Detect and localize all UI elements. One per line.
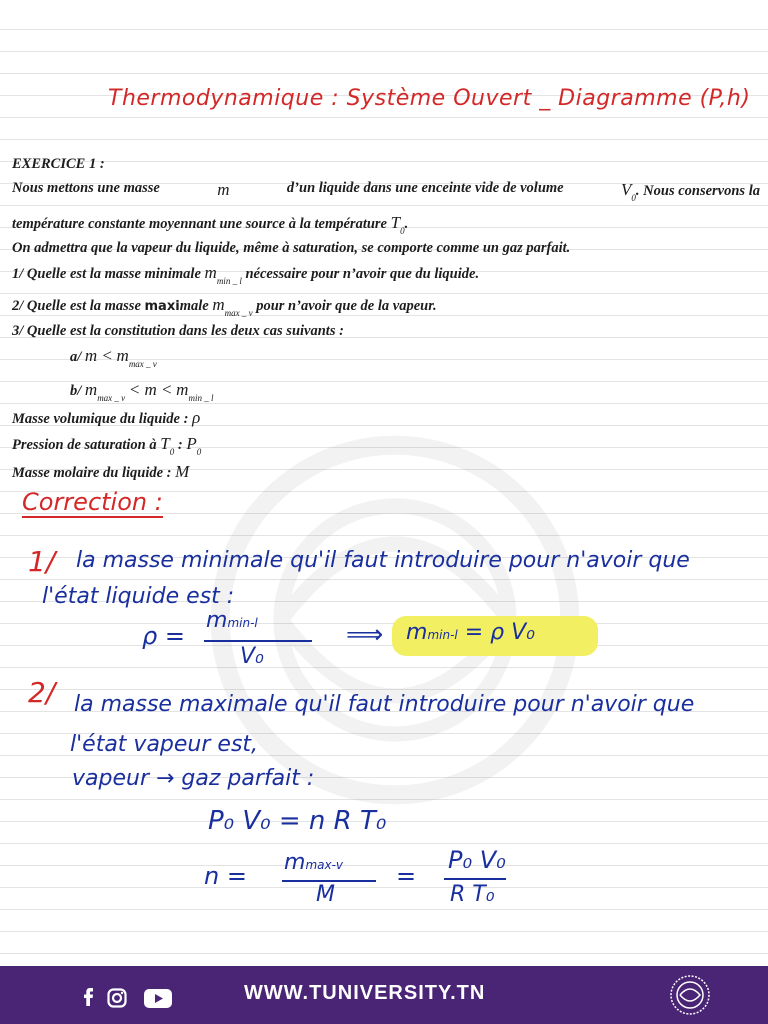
footer-bar	[0, 966, 768, 1024]
fraction-2-denominator: M	[316, 882, 335, 907]
equals-sign: =	[396, 862, 417, 890]
exercise-line-1: Nous mettons une masse m d’un liquide dans une enceinte vide de volume $V_0$. Nous conservons la	[12, 180, 760, 203]
question-2: 2/ Quelle est la masse maximale $m_{max \_ v}$ pour n’avoir que de la vapeur.	[12, 295, 437, 318]
fraction-1-numerator: mmin-l	[206, 608, 258, 633]
exercise-line-2: température constante moyennant une source à la température $T_0$.	[12, 213, 409, 236]
given-density: Masse volumique du liquide : ρ	[12, 408, 201, 427]
question-3: 3/ Quelle est la constitution dans les deux cas suivants :	[12, 323, 344, 339]
given-pressure: Pression de saturation à $T_0$ : $P_0$	[12, 434, 202, 457]
result-1: mmin-l = ρ V₀	[406, 620, 535, 645]
step-2-line-1: la masse maximale qu'il faut introduire pour n'avoir que	[74, 692, 695, 717]
exercise-line-3: On admettra que la vapeur du liquide, même à saturation, se comporte comme un gaz parfait.	[12, 240, 571, 256]
fraction-1-denominator: V₀	[240, 644, 264, 669]
step-2-line-3: vapeur → gaz parfait :	[72, 766, 315, 791]
website-url[interactable]: WWW.TUNIVERSITY.TN	[244, 982, 486, 1004]
page-title: Thermodynamique : Système Ouvert _ Diagramme (P,h)	[108, 86, 751, 111]
step-1-line-2: l'état liquide est :	[42, 584, 235, 609]
implies-arrow: ⟹	[346, 620, 384, 650]
question-1: 1/ Quelle est la masse minimale $m_{min \_ l}$ nécessaire pour n’avoir que du liquide.	[12, 263, 480, 286]
case-a: a/ $m < m_{max \_ v}$	[70, 346, 157, 369]
density-symbol: ρ =	[142, 622, 185, 650]
fraction-3-numerator: P₀ V₀	[448, 846, 506, 874]
ideal-gas-equation: P₀ V₀ = n R T₀	[208, 806, 387, 836]
step-2-line-2: l'état vapeur est,	[70, 732, 259, 757]
step-1-line-1: la masse minimale qu'il faut introduire pour n'avoir que	[76, 548, 690, 573]
step-1-number: 1/	[28, 545, 56, 578]
step-2-number: 2/	[28, 676, 56, 709]
youtube-icon[interactable]	[144, 989, 172, 1008]
fraction-3-bar	[444, 878, 506, 880]
case-b: b/ $m_{max \_ v} < m < m_{min \_ l}$	[70, 380, 214, 403]
facebook-icon[interactable]	[82, 988, 94, 1006]
given-molar-mass: Masse molaire du liquide : M	[12, 462, 190, 481]
correction-heading: Correction :	[22, 488, 163, 516]
fraction-1-bar	[204, 640, 312, 642]
instagram-icon[interactable]	[107, 988, 127, 1008]
fraction-3-denominator: R T₀	[450, 882, 495, 907]
moles-symbol: n =	[204, 862, 247, 890]
fraction-2-numerator: mmax-v	[284, 850, 344, 875]
exercise-heading: EXERCICE 1 :	[12, 156, 105, 172]
tuniversity-logo	[668, 974, 712, 1016]
